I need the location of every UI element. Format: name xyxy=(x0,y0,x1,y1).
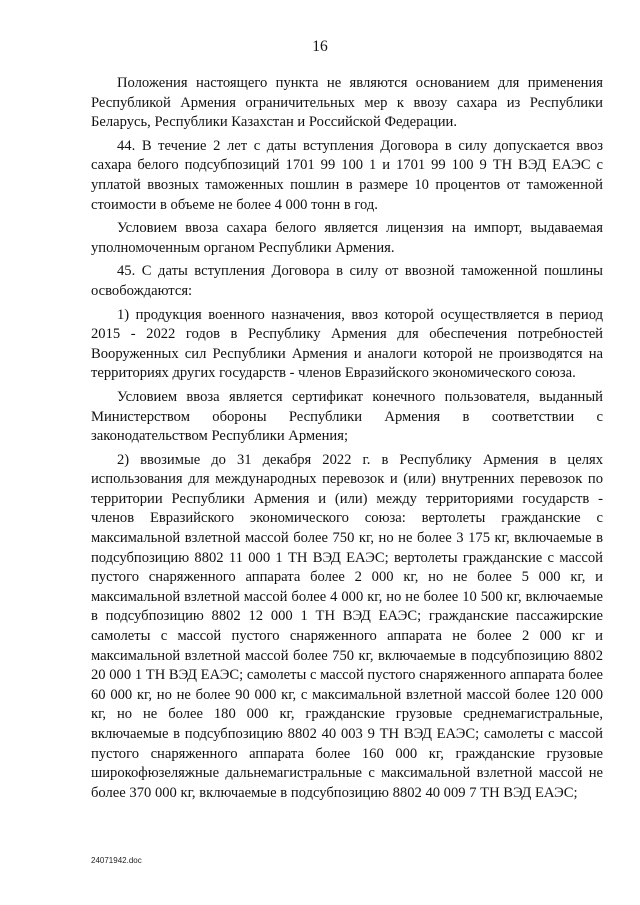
paragraph-end-user-certificate: Условием ввоза является сертификат конечного пользователя, выданный Министерством обороны Республики Армения в соответствии с законодательством Республики Армения; xyxy=(91,388,603,445)
paragraph-sugar-license-condition: Условием ввоза сахара белого является лицензия на импорт, выдаваемая уполномоченным органом Республики Армения. xyxy=(91,220,603,256)
document-body xyxy=(91,74,603,803)
paragraph-45-exemptions: 45. С даты вступления Договора в силу от ввозной таможенной пошлины освобождаются: xyxy=(91,263,603,299)
page-number: 16 xyxy=(312,38,328,55)
footer-document-code: 24071942.doc xyxy=(91,856,142,865)
paragraph-sugar-restrictions-note: Положения настоящего пункта не являются основанием для применения Республикой Армения ограничительных мер к ввозу сахара из Республики Беларусь, Республики Казахстан и Российской Федерации. xyxy=(91,75,603,131)
paragraph-44-sugar-import: 44. В течение 2 лет с даты вступления Договора в силу допускается ввоз сахара белого подсубпозиций 1701 99 100 1 и 1701 99 100 9 ТН ВЭД ЕАЭС с уплатой ввозных таможенных пошлин в размере 10 процентов от таможенной стоимости в объеме не более 4 000 тонн в год. xyxy=(91,137,603,213)
paragraph-item-1-military-products: 1) продукция военного назначения, ввоз которой осуществляется в период 2015 - 2022 годов в Республику Армения для обеспечения потребностей Вооруженных сил Республики Армения и аналоги которой не производятся на территориях других государств - членов Евразийского экономического союза. xyxy=(91,306,603,382)
paragraph-item-2-aircraft: 2) ввозимые до 31 декабря 2022 г. в Республику Армения в целях использования для международных перевозок и (или) внутренних перевозок по территории Республики Армения и (или) между территориями государств - членов Евразийского экономического союза: вертолеты гражданские с максимальной взлетной массой более 750 кг, но не более 3 175 кг, включаемые в подсубпозицию 8802 11 000 1 ТН ВЭД ЕАЭС; вертолеты гражданские с массой пустого снаряженного аппарата более 2 000 кг, но не более 5 000 кг, и максимальной взлетной массой более 4 000 кг, но не более 10 500 кг, включаемые в подсубпозицию 8802 12 000 1 ТН ВЭД ЕАЭС; гражданские пассажирские самолеты с массой пустого снаряженного аппарата не более 2 000 кг и максимальной взлетной массой более 750 кг, включаемые в подсубпозицию 8802 20 000 1 ТН ВЭД ЕАЭС; самолеты с массой пустого снаряженного аппарата более 60 000 кг, но не более 90 000 кг, с максимальной взлетной массой более 120 000 кг, но не более 180 000 кг, гражданские грузовые среднемагистральные, включаемые в подсубпозицию 8802 40 003 9 ТН ВЭД ЕАЭС; самолеты с массой пустого снаряженного аппарата более 160 000 кг, гражданские грузовые широкофюзеляжные дальнемагистральные с максимальной взлетной массой не более 370 000 кг, включаемые в подсубпозицию 8802 40 009 7 ТН ВЭД ЕАЭС; xyxy=(91,451,603,801)
